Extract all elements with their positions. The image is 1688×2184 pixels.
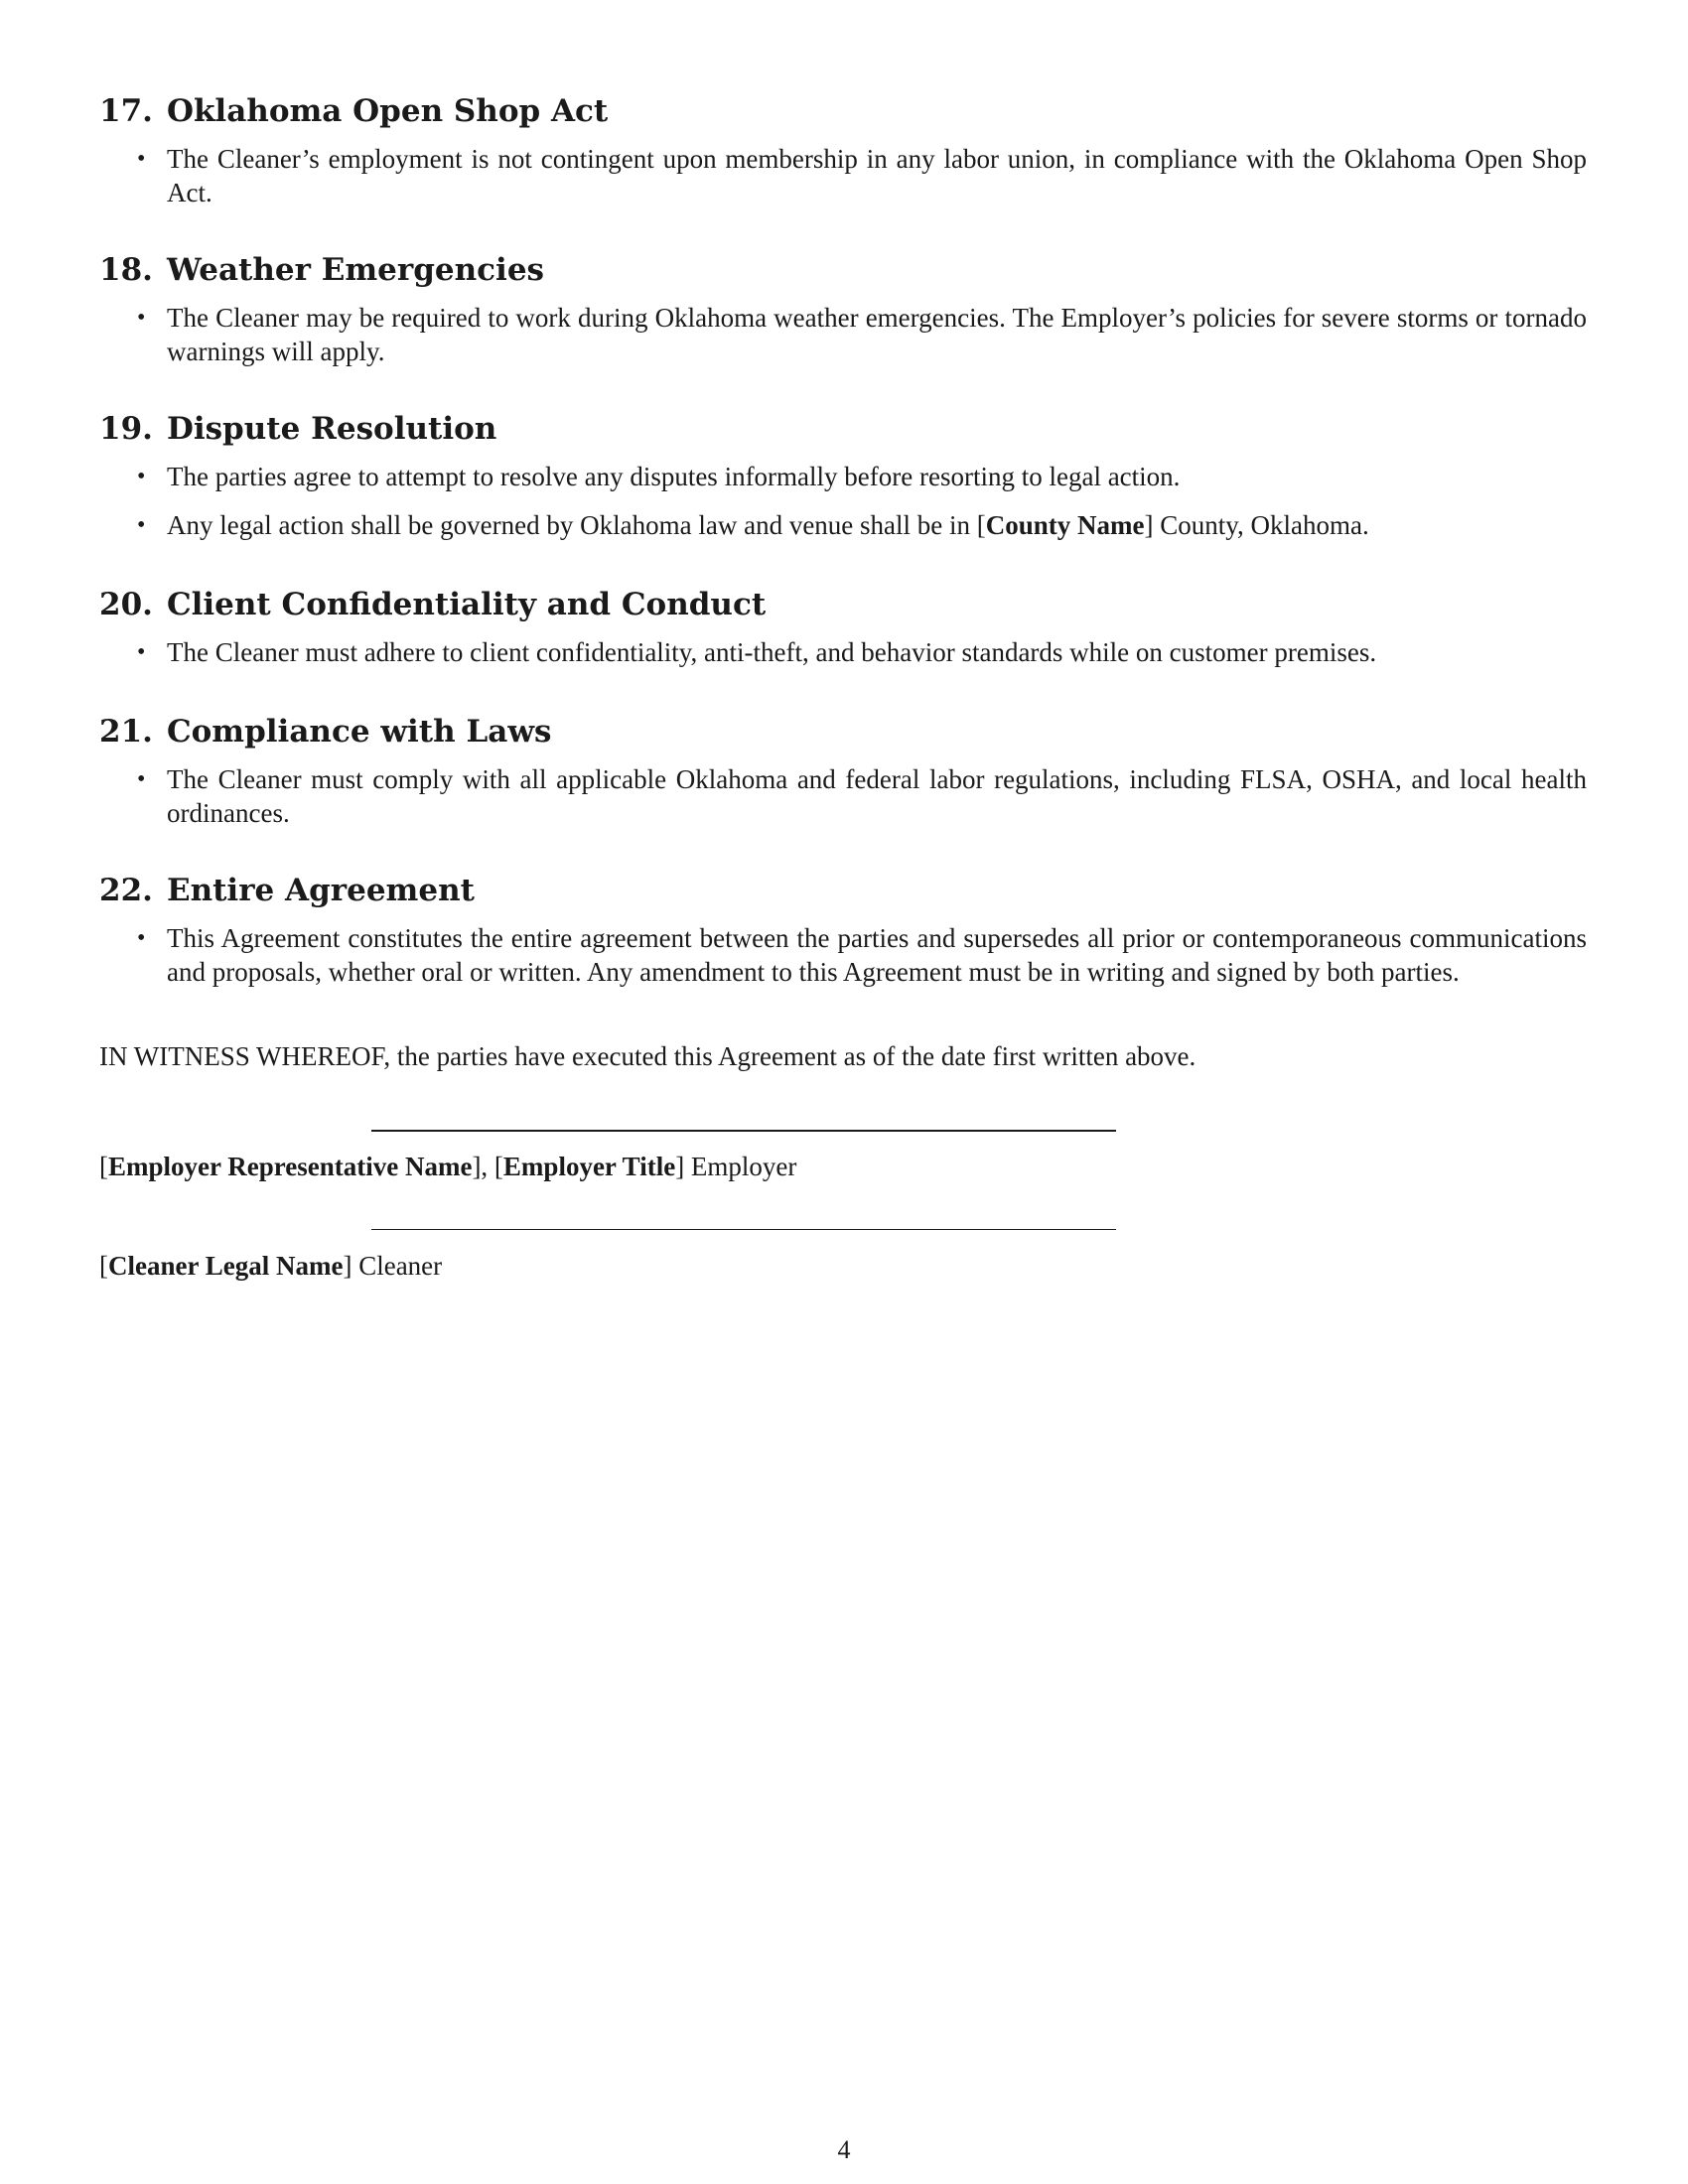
section-heading bbox=[99, 871, 1587, 910]
bullet-text: The Cleaner must adhere to client confidentiality, anti-theft, and behavior standards while on customer premises. bbox=[167, 637, 1377, 667]
section-number: 19. bbox=[99, 411, 153, 447]
bullet-text: ] County, Oklahoma. bbox=[1144, 509, 1369, 540]
bullet-list bbox=[99, 922, 1587, 989]
placeholder-field: Employer Representative Name bbox=[108, 1152, 473, 1181]
section-heading bbox=[99, 712, 1587, 751]
bullet-list bbox=[99, 143, 1587, 209]
section-18 bbox=[99, 250, 1587, 409]
signature-text: ], [ bbox=[472, 1152, 503, 1181]
bullet-list bbox=[99, 636, 1587, 670]
section-title: Client Confidentiality and Conduct bbox=[166, 587, 767, 622]
section-20 bbox=[99, 585, 1587, 712]
section-22 bbox=[99, 871, 1587, 1039]
section-title: Weather Emergencies bbox=[166, 252, 544, 288]
bullet-item bbox=[99, 302, 1587, 368]
section-21 bbox=[99, 712, 1587, 871]
section-number: 17. bbox=[99, 93, 153, 129]
placeholder-field: Employer Title bbox=[502, 1152, 676, 1181]
bullet-list bbox=[99, 763, 1587, 830]
section-title: Dispute Resolution bbox=[166, 411, 497, 447]
document-page bbox=[99, 91, 1587, 1073]
section-heading bbox=[99, 409, 1587, 449]
section-heading bbox=[99, 91, 1587, 131]
bullet-item bbox=[99, 143, 1587, 209]
signature-text: ] Employer bbox=[675, 1152, 797, 1181]
bullet-text: The Cleaner may be required to work during Oklahoma weather emergencies. The Employer’s policies for severe storms or tornado warnings will apply. bbox=[167, 303, 1587, 366]
signature-text: ] Cleaner bbox=[343, 1251, 443, 1281]
section-heading bbox=[99, 250, 1587, 290]
signature-text: [ bbox=[99, 1251, 108, 1281]
page-number: 4 bbox=[837, 2135, 851, 2164]
section-number: 22. bbox=[99, 873, 153, 908]
section-heading bbox=[99, 585, 1587, 624]
bullet-item bbox=[99, 636, 1587, 670]
bullet-list bbox=[99, 302, 1587, 368]
bullet-list bbox=[99, 461, 1587, 542]
bullet-text: Any legal action shall be governed by Oklahoma law and venue shall be in [ bbox=[167, 509, 986, 540]
placeholder-field: County Name bbox=[985, 509, 1145, 540]
bullet-item bbox=[99, 763, 1587, 830]
employer-signature-line bbox=[371, 1130, 1116, 1132]
bullet-text: The Cleaner must comply with all applicable Oklahoma and federal labor regulations, including FLSA, OSHA, and local health ordinances. bbox=[167, 764, 1587, 828]
section-19 bbox=[99, 409, 1587, 585]
section-number: 21. bbox=[99, 714, 153, 750]
bullet-text: The Cleaner’s employment is not contingent upon membership in any labor union, in compliance with the Oklahoma Open Shop Act. bbox=[167, 144, 1587, 207]
section-title: Compliance with Laws bbox=[166, 714, 552, 750]
section-17 bbox=[99, 91, 1587, 250]
bullet-text: The parties agree to attempt to resolve any disputes informally before resorting to legal action. bbox=[167, 462, 1181, 491]
cleaner-signature-label bbox=[99, 1249, 442, 1283]
cleaner-signature-line bbox=[371, 1229, 1116, 1230]
sections-container bbox=[99, 91, 1587, 1039]
section-number: 20. bbox=[99, 587, 153, 622]
bullet-item bbox=[99, 922, 1587, 989]
witness-statement: IN WITNESS WHEREOF, the parties have executed this Agreement as of the date first written above. bbox=[99, 1041, 1196, 1071]
section-title: Entire Agreement bbox=[166, 873, 475, 908]
employer-signature-label bbox=[99, 1150, 796, 1183]
section-title: Oklahoma Open Shop Act bbox=[166, 93, 609, 129]
bullet-text: This Agreement constitutes the entire agreement between the parties and supersedes all prior or contemporaneous communications and proposals, whether oral or written. Any amendment to this Agreement must be in writing and signed by both parties. bbox=[167, 923, 1587, 987]
placeholder-field: Cleaner Legal Name bbox=[108, 1251, 344, 1281]
signature-text: [ bbox=[99, 1152, 108, 1181]
section-number: 18. bbox=[99, 252, 153, 288]
bullet-item bbox=[99, 461, 1587, 494]
bullet-item bbox=[99, 509, 1587, 543]
